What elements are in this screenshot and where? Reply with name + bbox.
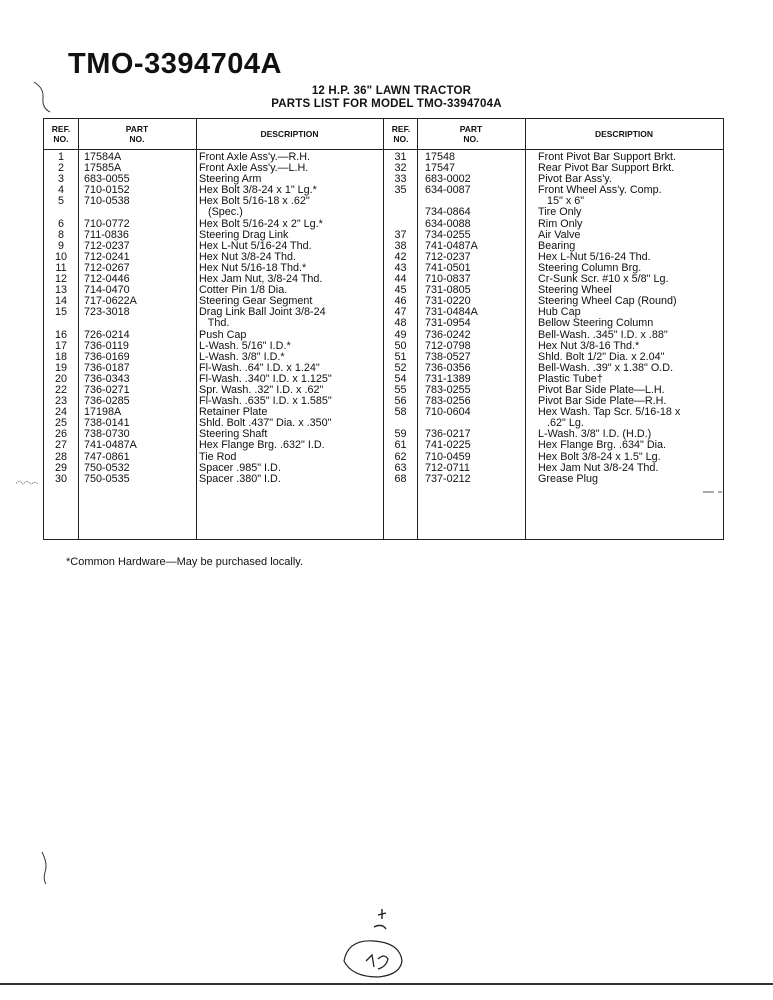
ref-no-cell: 48 <box>394 317 407 330</box>
part-no-cell: 717-0622A <box>84 295 137 308</box>
ref-no-cell: 14 <box>54 295 67 308</box>
part-no-cell: 741-0501 <box>425 261 471 274</box>
ref-no-cell: 55 <box>394 383 407 396</box>
part-no-cell: 734-0864 <box>425 206 471 219</box>
ref-no-cell <box>384 219 417 230</box>
ref-no-cell: 42 <box>394 250 407 263</box>
ref-no-cell: 16 <box>54 328 67 341</box>
description-cell: Bell-Wash. .39" x 1.38" O.D. <box>538 361 674 374</box>
description-cell: Hex Nut 3/8-24 Thd. <box>199 250 297 263</box>
ref-no-cell: 31 <box>394 151 407 163</box>
ref-no-cell: 43 <box>394 261 407 274</box>
description-cell: Pivot Bar Side Plate—R.H. <box>538 395 667 408</box>
description-cell: L-Wash. 5/16" I.D.* <box>199 339 291 352</box>
description-cell: Hex Bolt 3/8-24 x 1" Lg.* <box>199 184 317 197</box>
ref-no-cell: 25 <box>54 417 67 430</box>
right-description-column <box>538 152 723 485</box>
description-cell: Steering Drag Link <box>199 228 289 241</box>
ref-no-cell: 19 <box>54 361 67 374</box>
description-cell: Push Cap <box>199 328 247 341</box>
part-no-cell: 731-1389 <box>425 372 471 385</box>
part-no-cell: 738-0730 <box>84 428 130 441</box>
scan-artifact-dots <box>14 478 40 488</box>
part-no-cell: 738-0527 <box>425 350 471 363</box>
ref-no-cell <box>44 207 78 218</box>
part-no-cell: 712-0798 <box>425 339 471 352</box>
part-no-cell: 714-0470 <box>84 284 130 297</box>
ref-no-cell: 4 <box>57 184 64 197</box>
part-no-cell: 712-0237 <box>425 250 471 263</box>
ref-no-cell: 20 <box>54 372 67 385</box>
ref-no-cell: 45 <box>394 284 407 297</box>
part-no-cell: 712-0446 <box>84 273 130 286</box>
part-no-cell: 683-0002 <box>425 173 471 186</box>
footnote: *Common Hardware—May be purchased locally. <box>66 556 304 568</box>
column-divider <box>417 119 418 539</box>
header-description-left: DESCRIPTION <box>260 129 319 139</box>
header-ref-no-right: REF. NO. <box>391 124 411 144</box>
description-cell: Fl-Wash. .64" I.D. x 1.24" <box>199 361 320 374</box>
description-cell: L-Wash. 3/8" I.D. (H.D.) <box>538 428 652 441</box>
ref-no-cell: 51 <box>394 350 407 363</box>
part-no-cell: 736-0169 <box>84 350 130 363</box>
ref-no-cell <box>384 196 417 207</box>
description-cell: Hex Wash. Tap Scr. 5/16-18 x <box>538 406 681 419</box>
description-cell: Cr-Sunk Scr. #10 x 5/8" Lg. <box>538 273 669 286</box>
ref-no-cell: 38 <box>394 239 407 252</box>
left-part-column <box>84 152 194 485</box>
description-cell: Front Axle Ass'y.—R.H. <box>199 151 311 163</box>
ref-no-cell: 5 <box>57 195 64 208</box>
description-cell: 15" x 6" <box>538 195 585 208</box>
description-cell: Hex L-Nut 5/16-24 Thd. <box>199 239 312 252</box>
part-no-cell: 634-0087 <box>425 184 471 197</box>
description-cell: Hub Cap <box>538 306 581 319</box>
description-cell: Grease Plug <box>538 472 599 485</box>
description-cell: Front Axle Ass'y.—L.H. <box>199 162 309 175</box>
part-no-cell: 683-0055 <box>84 173 130 186</box>
description-cell: Rear Pivot Bar Support Brkt. <box>538 162 675 175</box>
part-no-cell: 783-0256 <box>425 395 471 408</box>
description-cell: Retainer Plate <box>199 406 268 419</box>
ref-no-cell: 6 <box>57 217 64 230</box>
part-no-cell: 710-0837 <box>425 273 471 286</box>
ref-no-cell: 13 <box>54 284 67 297</box>
part-no-cell: 736-0343 <box>84 372 130 385</box>
column-divider <box>78 119 79 539</box>
description-cell: Hex L-Nut 5/16-24 Thd. <box>538 250 651 263</box>
ref-no-cell <box>44 318 78 329</box>
ref-no-cell: 17 <box>54 339 67 352</box>
ref-no-cell <box>384 207 417 218</box>
ref-no-cell: 1 <box>57 151 64 163</box>
part-no-cell: 710-0459 <box>425 450 471 463</box>
ref-no-cell: 50 <box>394 339 407 352</box>
part-no-cell: 712-0267 <box>84 261 130 274</box>
description-cell: Spacer .985" I.D. <box>199 461 281 474</box>
description-cell: Thd. <box>199 317 230 330</box>
ref-no-cell: 9 <box>57 239 64 252</box>
ref-no-cell: 23 <box>54 395 67 408</box>
part-no-cell: 750-0532 <box>84 461 130 474</box>
description-cell: Air Valve <box>538 228 581 241</box>
description-cell: Steering Gear Segment <box>199 295 313 308</box>
description-cell: Rim Only <box>538 217 583 230</box>
ref-no-cell: 29 <box>54 461 67 474</box>
part-no-cell: 710-0604 <box>425 406 471 419</box>
description-cell: Bearing <box>538 239 576 252</box>
part-no-cell: 736-0242 <box>425 328 471 341</box>
description-cell: Spr. Wash. .32" I.D. x .62" <box>199 383 324 396</box>
part-no-cell: 711-0836 <box>84 228 129 241</box>
part-no-cell: 734-0255 <box>425 228 471 241</box>
ref-no-cell: 59 <box>394 428 407 441</box>
description-cell: Shld. Bolt .437" Dia. x .350" <box>199 417 332 430</box>
part-no-cell: 710-0538 <box>84 195 130 208</box>
part-no-cell: 741-0487A <box>425 239 478 252</box>
column-divider <box>196 119 197 539</box>
part-no-cell: 17198A <box>84 406 122 419</box>
ref-no-cell: 2 <box>57 162 64 175</box>
description-cell: Hex Bolt 3/8-24 x 1.5" Lg. <box>538 450 661 463</box>
part-no-cell: 17547 <box>425 162 456 175</box>
description-cell: Plastic Tube† <box>538 372 603 385</box>
ref-no-cell: 26 <box>54 428 67 441</box>
description-cell: Tire Only <box>538 206 582 219</box>
part-no-cell: 731-0220 <box>425 295 471 308</box>
ref-no-cell: 33 <box>394 173 407 186</box>
part-no-cell: 17548 <box>425 151 456 163</box>
part-no-cell: 712-0241 <box>84 250 130 263</box>
description-cell: Hex Flange Brg. .634" Dia. <box>538 439 667 452</box>
description-cell: Tie Rod <box>199 450 237 463</box>
part-no-cell: 731-0954 <box>425 317 471 330</box>
ref-no-cell: 62 <box>394 450 407 463</box>
part-no-cell: 736-0119 <box>84 339 129 352</box>
ref-no-cell: 27 <box>54 439 67 452</box>
description-cell: Hex Nut 3/8-16 Thd.* <box>538 339 640 352</box>
ref-no-cell: 8 <box>57 228 64 241</box>
ref-no-cell: 11 <box>55 261 67 274</box>
document-heading-line1: 12 H.P. 36" LAWN TRACTOR <box>311 85 472 97</box>
parts-table <box>43 118 724 540</box>
column-divider <box>525 119 526 539</box>
right-ref-column <box>384 152 417 485</box>
description-cell: Bell-Wash. .345" I.D. x .88" <box>538 328 668 341</box>
description-cell: .62" Lg. <box>538 417 584 430</box>
description-cell: Cotter Pin 1/8 Dia. <box>199 284 288 297</box>
ref-no-cell: 49 <box>394 328 407 341</box>
part-no-cell: 712-0711 <box>425 461 470 474</box>
header-ref-no-left: REF. NO. <box>51 124 71 144</box>
description-cell: Steering Arm <box>199 173 262 186</box>
description-cell: Hex Jam Nut 3/8-24 Thd. <box>538 461 659 474</box>
part-no-cell: 712-0237 <box>84 239 130 252</box>
ref-no-cell: 54 <box>394 372 407 385</box>
part-no-cell: 750-0535 <box>84 472 130 485</box>
description-cell: Steering Wheel Cap (Round) <box>538 295 677 308</box>
header-part-no-left: PART NO. <box>125 124 149 144</box>
ref-no-cell: 58 <box>394 406 407 419</box>
description-cell: Bellow Steering Column <box>538 317 654 330</box>
ref-no-cell: 10 <box>54 250 67 263</box>
description-cell: Fl-Wash. .340" I.D. x 1.125" <box>199 372 332 385</box>
description-cell: Front Pivot Bar Support Brkt. <box>538 151 677 163</box>
ref-no-cell: 61 <box>394 439 407 452</box>
ref-no-cell: 32 <box>394 162 407 175</box>
description-cell: Hex Jam Nut, 3/8-24 Thd. <box>199 273 323 286</box>
description-cell: Steering Wheel <box>538 284 612 297</box>
ref-no-cell: 46 <box>394 295 407 308</box>
ref-no-cell: 30 <box>54 472 67 485</box>
scan-artifact-mark <box>36 850 56 886</box>
document-heading-line2: PARTS LIST FOR MODEL TMO-3394704A <box>271 98 502 110</box>
part-no-cell: 747-0861 <box>84 450 130 463</box>
description-cell: Hex Bolt 5/16-18 x .62" <box>199 195 310 208</box>
ref-no-cell: 68 <box>394 472 407 485</box>
ref-no-cell: 56 <box>394 395 407 408</box>
ref-no-cell: 35 <box>394 184 407 197</box>
part-no-cell: 736-0356 <box>425 361 471 374</box>
part-no-cell: 634-0088 <box>425 217 471 230</box>
ref-no-cell: 18 <box>54 350 67 363</box>
part-no-cell: 736-0187 <box>84 361 130 374</box>
part-no-cell: 726-0214 <box>84 328 130 341</box>
description-cell: Front Wheel Ass'y. Comp. <box>538 184 662 197</box>
ref-no-cell: 47 <box>394 306 407 319</box>
part-no-cell: 736-0217 <box>425 428 471 441</box>
header-part-no-right: PART NO. <box>459 124 483 144</box>
part-no-cell: 17584A <box>84 151 122 163</box>
description-cell: Hex Flange Brg. .632" I.D. <box>199 439 325 452</box>
description-cell: Hex Bolt 5/16-24 x 2" Lg.* <box>199 217 323 230</box>
description-cell: Pivot Bar Ass'y. <box>538 173 612 186</box>
part-no-cell: 710-0772 <box>84 217 130 230</box>
part-no-cell: 783-0255 <box>425 383 471 396</box>
part-no-cell: 723-3018 <box>84 306 130 319</box>
part-no-cell: 710-0152 <box>84 184 130 197</box>
ref-no-cell: 22 <box>54 383 67 396</box>
part-no-cell: 741-0225 <box>425 439 471 452</box>
right-part-column <box>425 152 523 485</box>
description-cell: Shld. Bolt 1/2" Dia. x 2.04" <box>538 350 665 363</box>
part-no-cell <box>84 318 194 329</box>
part-no-cell: 731-0805 <box>425 284 471 297</box>
description-cell: (Spec.) <box>199 206 243 219</box>
ref-no-cell: 37 <box>394 228 407 241</box>
description-cell: Hex Nut 5/16-18 Thd.* <box>199 261 307 274</box>
description-cell: Spacer .380" I.D. <box>199 472 281 485</box>
ref-no-cell: 52 <box>394 361 407 374</box>
left-ref-column <box>44 152 78 485</box>
part-no-cell: 737-0212 <box>425 472 471 485</box>
part-no-cell: 738-0141 <box>84 417 130 430</box>
header-description-right: DESCRIPTION <box>594 129 654 139</box>
ref-no-cell: 12 <box>54 273 67 286</box>
left-description-column <box>199 152 383 485</box>
ref-no-cell: 28 <box>54 450 67 463</box>
document-code: TMO-3394704A <box>68 48 282 80</box>
description-cell: Steering Shaft <box>199 428 268 441</box>
description-cell: Drag Link Ball Joint 3/8-24 <box>199 306 326 319</box>
part-no-cell <box>84 207 194 218</box>
ref-no-cell: 3 <box>57 173 64 186</box>
page-bottom-rule <box>0 983 773 985</box>
description-cell: Steering Column Brg. <box>538 261 642 274</box>
part-no-cell: 17585A <box>84 162 122 175</box>
ref-no-cell: 24 <box>54 406 67 419</box>
description-cell: Fl-Wash. .635" I.D. x 1.585" <box>199 395 332 408</box>
part-no-cell: 741-0487A <box>84 439 137 452</box>
part-no-cell: 731-0484A <box>425 306 478 319</box>
part-no-cell: 736-0271 <box>84 383 130 396</box>
handwritten-mark <box>338 905 418 985</box>
ref-no-cell: 63 <box>394 461 407 474</box>
description-cell: L-Wash. 3/8" I.D.* <box>199 350 285 363</box>
ref-no-cell: 44 <box>394 273 407 286</box>
ref-no-cell: 15 <box>54 306 67 319</box>
part-no-cell: 736-0285 <box>84 395 130 408</box>
description-cell: Pivot Bar Side Plate—L.H. <box>538 383 665 396</box>
